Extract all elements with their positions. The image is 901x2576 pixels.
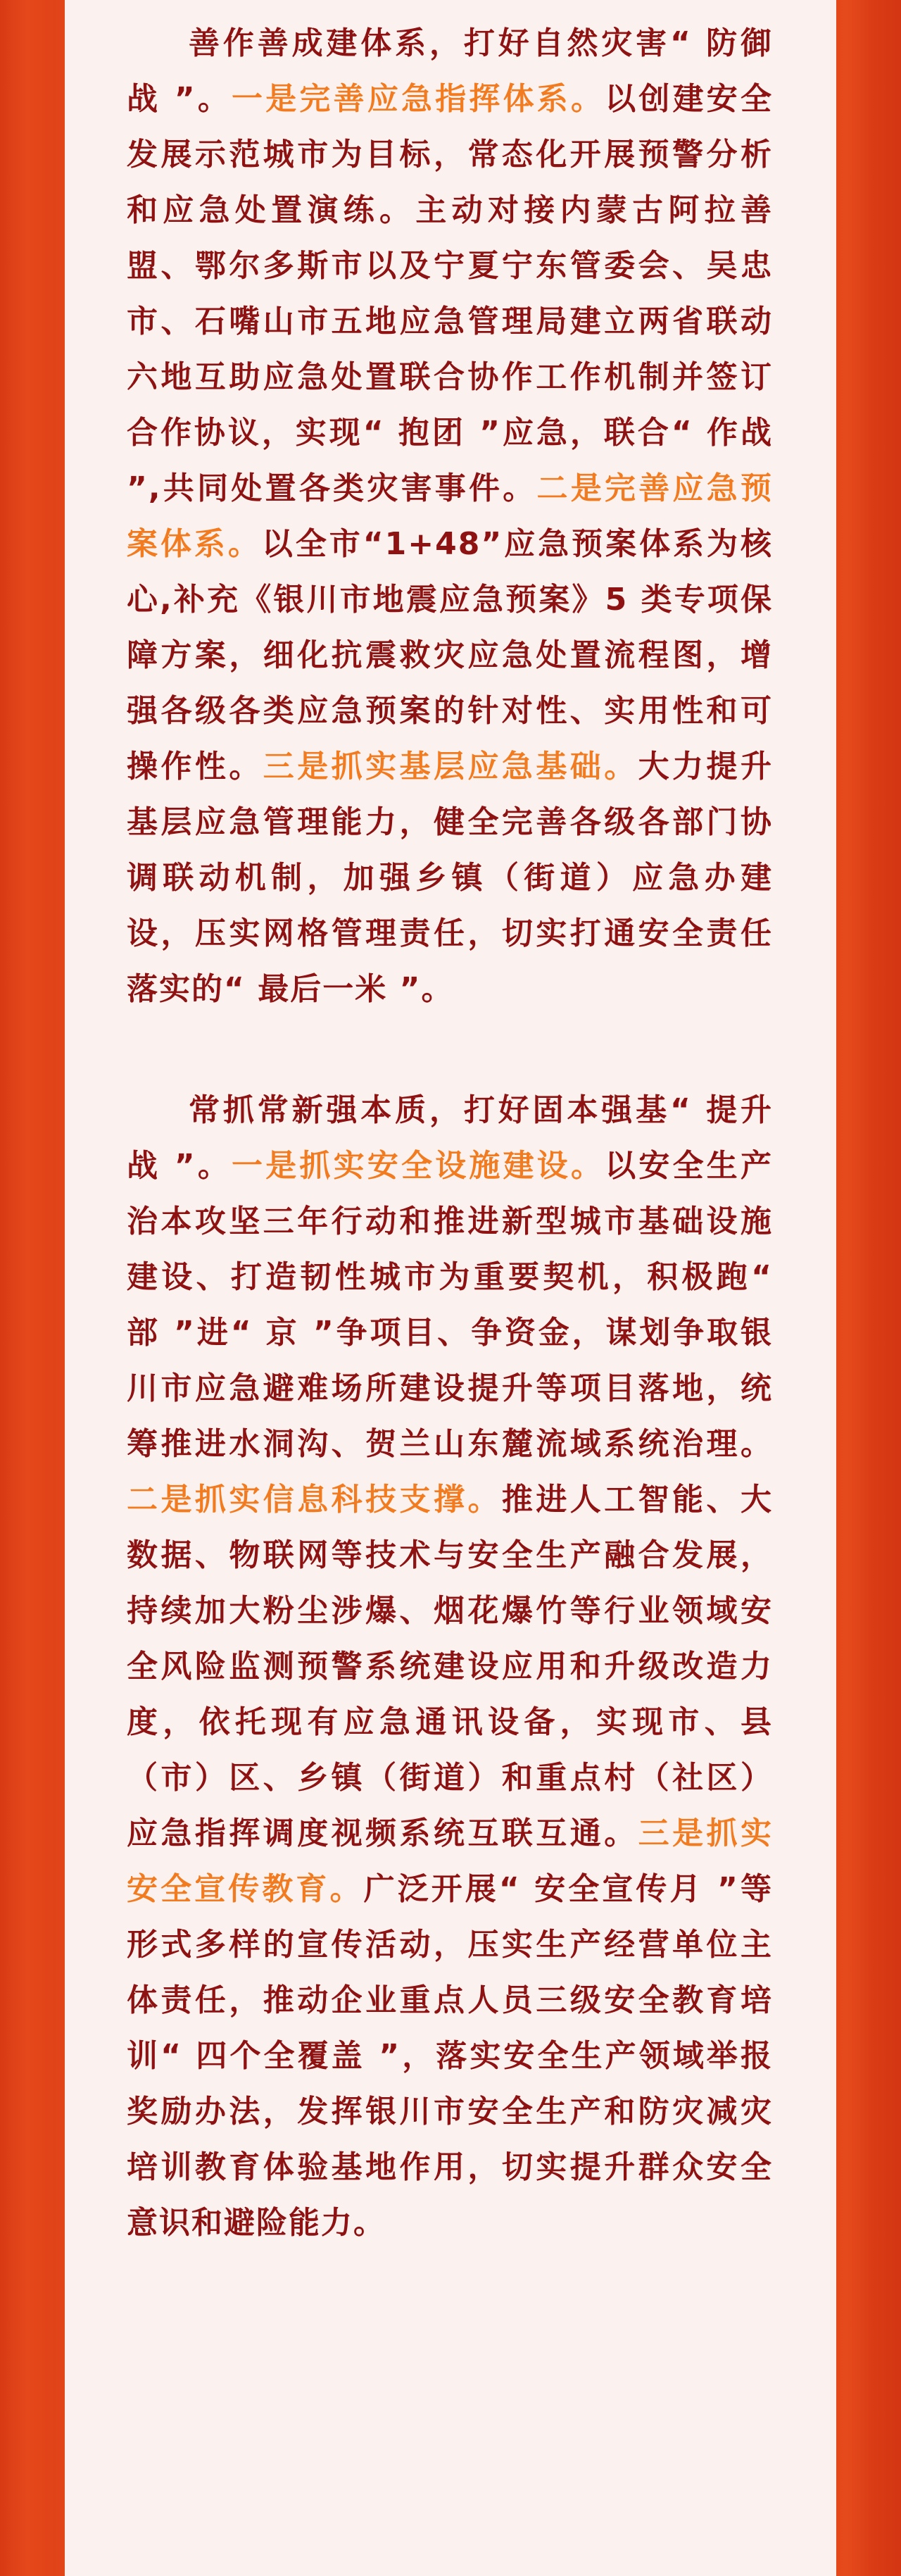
body-text: 以全市“1+48”应急预案体系为核心,补充《银川市地震应急预案》5 类专项保障方案，细化抗震救灾应急处置流程图，增强各级各类应急预案的针对性、实用性和可操作性。 (127, 526, 773, 784)
article-body (127, 15, 773, 2251)
content-panel (65, 0, 836, 2576)
body-text: 广泛开展“ 安全宣传月 ”等形式多样的宣传活动，压实生产经营单位主体责任，推动企业重点人员三级安全教育培训“ 四个全覆盖 ”，落实安全生产领域举报奖励办法，发挥银川市安全生产和防灾减灾培训教育体验基地作用，切实提升群众安全意识和避险能力。 (127, 1871, 773, 2241)
intro-text: 善作善成建体系，打好自然灾害“ 防御战 ”。 (127, 25, 773, 117)
highlight-heading: 三是抓实基层应急基础。 (263, 749, 638, 784)
highlight-heading: 二是完善应急预案体系。 (127, 470, 773, 562)
body-text: 推进人工智能、大数据、物联网等技术与安全生产融合发展，持续加大粉尘涉爆、烟花爆竹等行业领域安全风险监测预警系统建设应用和升级改造力度，依托现有应急通讯设备，实现市、县（市）区、乡镇（街道）和重点村（社区）应急指挥调度视频系统互联互通。 (127, 1482, 774, 1851)
intro-text: 常抓常新强本质，打好固本强基“ 提升战 ”。 (127, 1092, 773, 1184)
paragraph-disaster-prevention (127, 15, 773, 1017)
body-text: 以创建安全发展示范城市为目标，常态化开展预警分析和应急处置演练。主动对接内蒙古阿拉善盟、鄂尔多斯市以及宁夏宁东管委会、吴忠市、石嘴山市五地应急管理局建立两省联动六地互助应急处置联合协作工作机制并签订合作协议，实现“ 抱团 ”应急，联合“ 作战 ”,共同处置各类灾害事件。 (127, 81, 773, 506)
highlight-heading: 三是抓实安全宣传教育。 (127, 1815, 774, 1907)
body-text: 大力提升基层应急管理能力，健全完善各级各部门协调联动机制，加强乡镇（街道）应急办建设，压实网格管理责任，切实打通安全责任落实的“ 最后一米 ”。 (127, 749, 774, 1007)
highlight-heading: 一是抓实安全设施建设。 (232, 1148, 605, 1184)
highlight-heading: 二是抓实信息科技支撑。 (127, 1482, 502, 1518)
body-text: 以安全生产治本攻坚三年行动和推进新型城市基础设施建设、打造韧性城市为重要契机，积极跑“ 部 ”进“ 京 ”争项目、争资金，谋划争取银川市应急避难场所建设提升等项目落地，统筹推进水洞沟、贺兰山东麓流域系统治理。 (127, 1148, 773, 1462)
highlight-heading: 一是完善应急指挥体系。 (232, 81, 605, 117)
paragraph-foundation-upgrade (127, 1082, 773, 2251)
